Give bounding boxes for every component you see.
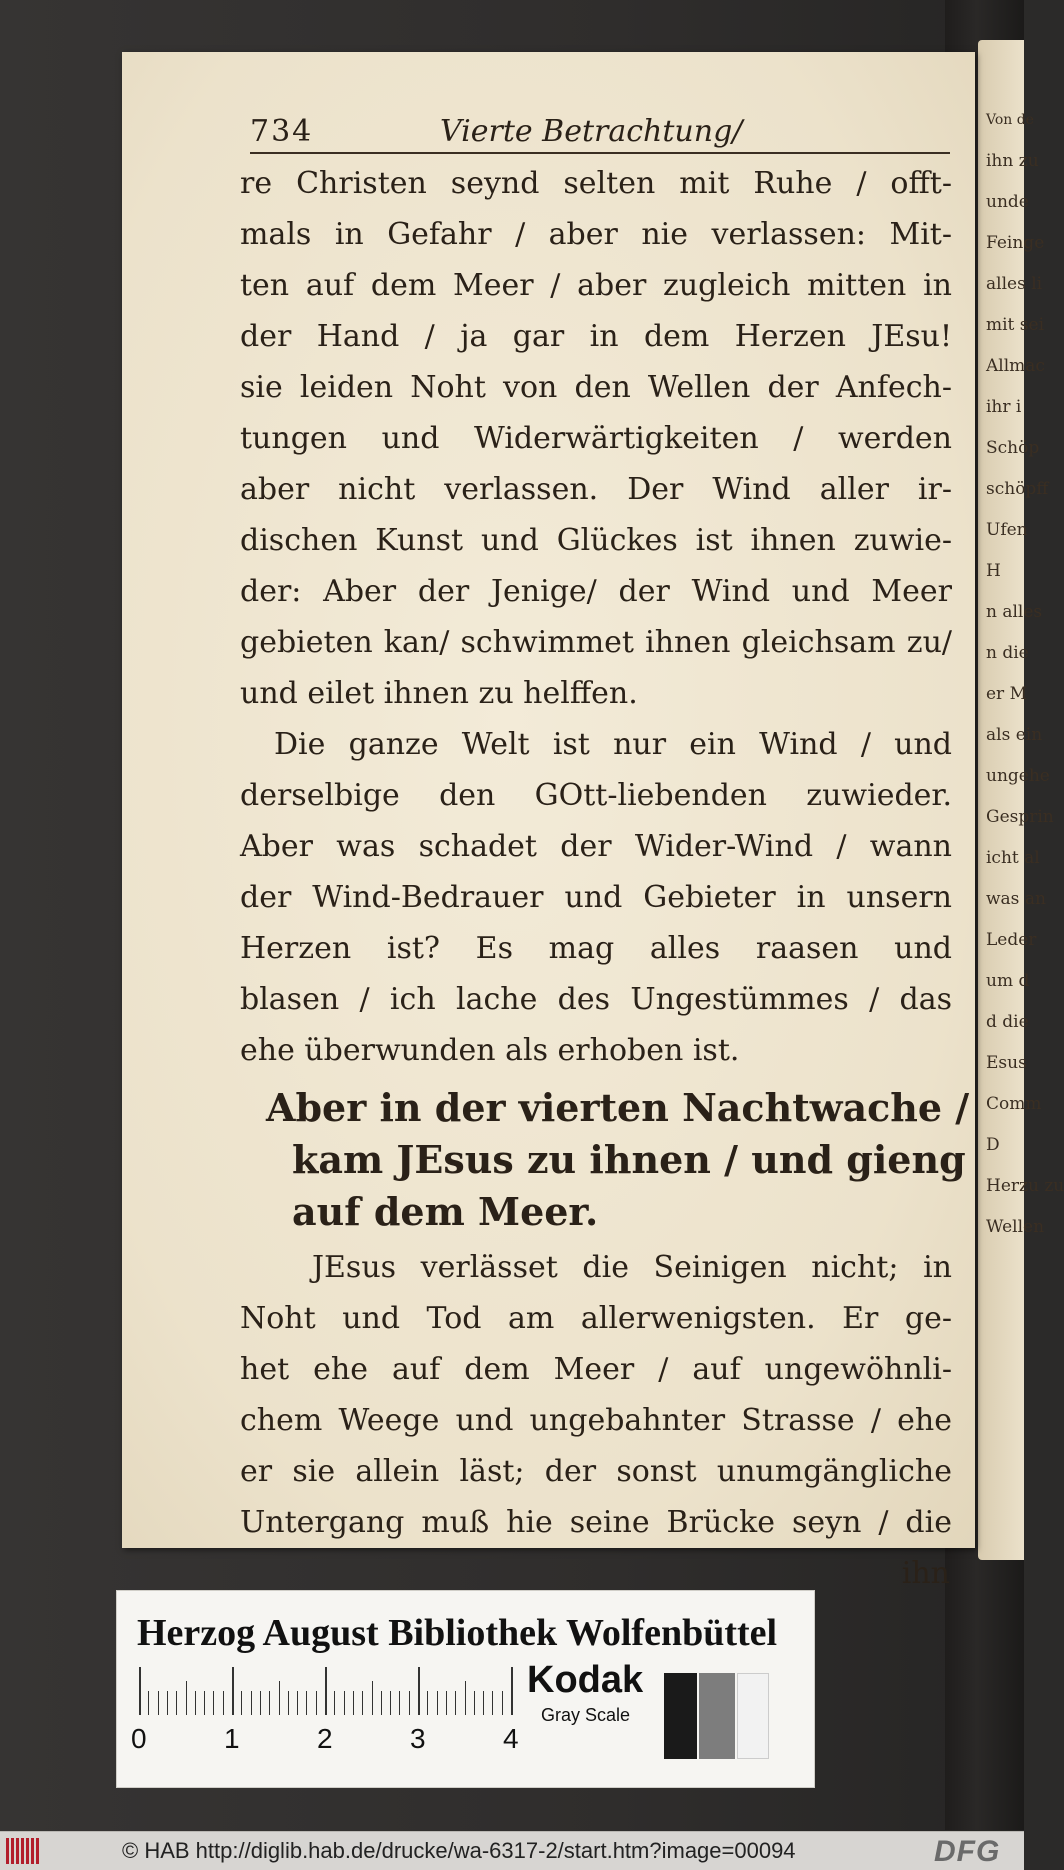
next-page-fragment: Schöp: [986, 438, 1040, 458]
next-page-fragment: Gesprin: [986, 807, 1054, 827]
ruler-tick: [213, 1691, 214, 1715]
page-number: 734: [250, 114, 314, 149]
next-page-fragment: d die: [986, 1012, 1029, 1032]
ruler-number: 1: [224, 1723, 240, 1754]
text-line: sie leiden Noht von den Wellen der Anfech-: [240, 370, 952, 405]
text-line: Herzen ist? Es mag alles raasen und: [240, 931, 952, 966]
text-line: aber nicht verlassen. Der Wind aller ir-: [240, 472, 952, 507]
ruler-tick: [353, 1691, 354, 1715]
next-page-fragment: unde: [986, 192, 1029, 212]
footer-bar: [0, 1831, 1024, 1870]
text-line: er sie allein läst; der sonst unumgängliche: [240, 1454, 952, 1489]
heading-line: Aber in der vierten Nachtwache /: [266, 1085, 970, 1130]
paragraph-1: [240, 158, 952, 719]
text-line: mals in Gefahr / aber nie verlassen: Mit-: [240, 217, 952, 252]
ruler-numbers: [131, 1723, 611, 1763]
ruler-tick: [279, 1681, 280, 1715]
ruler-tick: [437, 1691, 438, 1715]
kodak-brand: Kodak: [527, 1659, 644, 1701]
running-title: Vierte Betrachtung/: [440, 114, 743, 149]
running-head: [250, 112, 950, 154]
next-page-fragment: Leder: [986, 930, 1037, 950]
next-page-fragment: icht al: [986, 848, 1040, 868]
next-page-fragment: Feinge: [986, 233, 1045, 253]
text-line: ten auf dem Meer / aber zugleich mitten in: [240, 268, 952, 303]
text-line: der: Aber der Jenige/ der Wind und Meer: [240, 574, 952, 609]
text-line: dischen Kunst und Glückes ist ihnen zuwie-: [240, 523, 952, 558]
next-page-fragment: Esus: [986, 1053, 1027, 1073]
ruler-tick: [511, 1667, 513, 1715]
next-page-fragment: mit sei: [986, 315, 1045, 335]
ruler-tick: [381, 1691, 382, 1715]
gray-swatch: [699, 1673, 735, 1759]
ruler-number: 2: [317, 1723, 333, 1754]
white-swatch: [737, 1673, 769, 1759]
text-line: gebieten kan/ schwimmet ihnen gleichsam zu/: [240, 625, 952, 660]
next-page-fragment: als ein: [986, 725, 1043, 745]
ruler-tick: [176, 1691, 177, 1715]
next-page-fragment: Herzu zu: [986, 1176, 1064, 1196]
book-page: [122, 52, 975, 1591]
next-page-fragment: Von de: [986, 112, 1034, 128]
ruler-tick: [409, 1691, 410, 1715]
heading-line: kam JEsus zu ihnen / und gieng: [292, 1137, 966, 1182]
next-page-fragment: er M: [986, 684, 1027, 704]
hab-logo-icon: [6, 1838, 46, 1864]
ruler-tick: [316, 1691, 317, 1715]
dfg-logo: DFG: [934, 1835, 1001, 1868]
ruler-tick: [251, 1691, 252, 1715]
ruler-tick: [474, 1691, 475, 1715]
text-line: Noht und Tod am allerwenigsten. Er ge-: [240, 1301, 952, 1336]
text-line: blasen / ich lache des Ungestümmes / das: [240, 982, 952, 1017]
heading-line: auf dem Meer.: [292, 1189, 599, 1234]
text-line: chem Weege und ungebahnter Strasse / ehe: [240, 1403, 952, 1438]
next-page-fragment: ungehe: [986, 766, 1050, 786]
ruler-tick: [399, 1691, 400, 1715]
body-text: [240, 158, 970, 1599]
color-scale-card: [116, 1590, 815, 1788]
paragraph-3: [240, 1242, 952, 1548]
next-page-edge: [978, 40, 1064, 1560]
gray-scale-label: Gray Scale: [541, 1705, 631, 1725]
scripture-heading: [240, 1082, 970, 1238]
ruler-tick: [427, 1691, 428, 1715]
text-line: der Wind-Bedrauer und Gebieter in unsern: [240, 880, 952, 915]
ruler-number: 4: [503, 1723, 519, 1754]
ruler-tick: [269, 1691, 270, 1715]
ruler-number: 0: [131, 1723, 147, 1754]
next-page-fragment: ihn zu: [986, 151, 1039, 171]
next-page-fragment: H: [986, 561, 1001, 581]
ruler-tick: [223, 1691, 224, 1715]
paragraph-2: [240, 719, 952, 1076]
ruler-tick: [260, 1691, 261, 1715]
ruler-tick: [483, 1691, 484, 1715]
black-swatch: [664, 1673, 697, 1759]
next-page-fragment: Ufen: [986, 520, 1028, 540]
ruler-tick: [297, 1691, 298, 1715]
ruler-tick: [186, 1681, 187, 1715]
ruler-tick: [232, 1667, 234, 1715]
next-page-fragment: n alles: [986, 602, 1043, 622]
source-url[interactable]: © HAB http://diglib.hab.de/drucke/wa-6317-2/start.htm?image=00094: [122, 1838, 796, 1863]
next-page-fragment: alles li: [986, 274, 1043, 294]
ruler-tick: [306, 1691, 307, 1715]
ruler-tick: [158, 1691, 159, 1715]
next-page-fragment: n die: [986, 643, 1029, 663]
text-line: ehe überwunden als erhoben ist.: [240, 1033, 740, 1068]
ruler-tick: [288, 1691, 289, 1715]
ruler-tick: [362, 1691, 363, 1715]
text-line: derselbige den GOtt-liebenden zuwieder.: [240, 778, 952, 813]
ruler-tick: [344, 1691, 345, 1715]
ruler-tick: [148, 1691, 149, 1715]
ruler-tick: [455, 1691, 456, 1715]
ruler-tick: [390, 1691, 391, 1715]
ruler-tick: [446, 1691, 447, 1715]
text-line: der Hand / ja gar in dem Herzen JEsu!: [240, 319, 952, 354]
ruler-tick: [139, 1667, 141, 1715]
ruler-tick: [167, 1691, 168, 1715]
next-page-fragment: schöpff: [986, 479, 1049, 499]
ruler-tick: [465, 1681, 466, 1715]
next-page-fragment: Comm: [986, 1094, 1042, 1114]
next-page-fragment: Wellen: [986, 1217, 1045, 1237]
ruler-tick: [418, 1667, 420, 1715]
text-line: re Christen seynd selten mit Ruhe / offt-: [240, 166, 952, 201]
next-page-fragment: D: [986, 1135, 1000, 1155]
text-line: JEsus verlässet die Seinigen nicht; in: [312, 1250, 952, 1285]
ruler-tick: [502, 1691, 503, 1715]
text-line: und eilet ihnen zu helffen.: [240, 676, 638, 711]
text-line: Aber was schadet der Wider-Wind / wann: [240, 829, 952, 864]
ruler-tick: [334, 1691, 335, 1715]
next-page-fragment: ihr i: [986, 397, 1022, 417]
catchword: ihn: [901, 1556, 950, 1591]
ruler-tick: [204, 1691, 205, 1715]
text-line: Die ganze Welt ist nur ein Wind / und: [274, 727, 952, 762]
text-line: tungen und Widerwärtigkeiten / werden: [240, 421, 952, 456]
ruler-tick: [492, 1691, 493, 1715]
ruler-tick: [372, 1681, 373, 1715]
text-line: het ehe auf dem Meer / auf ungewöhnli-: [240, 1352, 952, 1387]
next-page-fragment: Allmac: [986, 356, 1045, 376]
next-page-fragment: was an: [986, 889, 1046, 909]
ruler-tick: [325, 1667, 327, 1715]
text-line: Untergang muß hie seine Brücke seyn / die: [240, 1505, 952, 1540]
ruler-tick: [241, 1691, 242, 1715]
library-name: Herzog August Bibliothek Wolfenbüttel: [137, 1612, 778, 1654]
ruler-number: 3: [410, 1723, 426, 1754]
ruler-tick: [195, 1691, 196, 1715]
next-page-fragment: um d: [986, 971, 1030, 991]
